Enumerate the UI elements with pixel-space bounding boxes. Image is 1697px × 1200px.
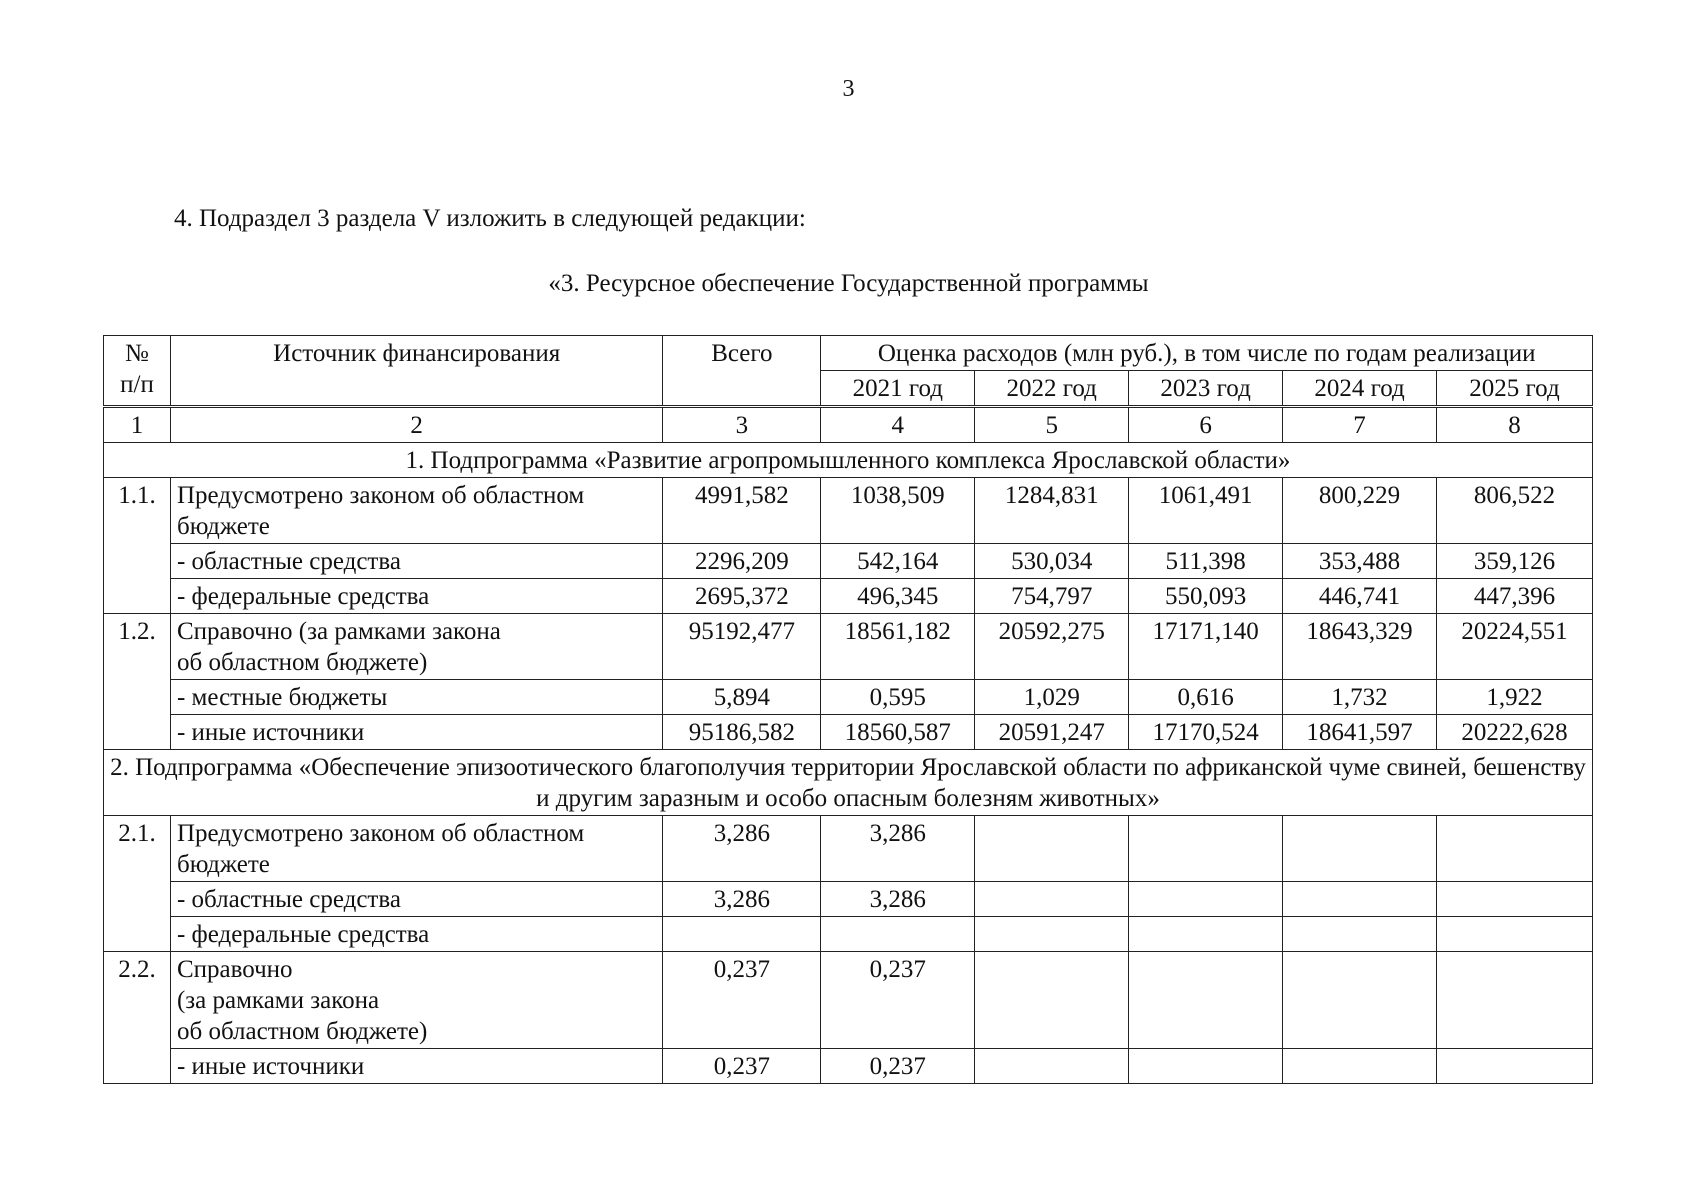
value-cell: 17171,140	[1129, 614, 1283, 680]
column-number: 5	[975, 407, 1129, 443]
funding-source: Предусмотрено законом об областном бюджете	[170, 816, 662, 882]
value-cell: 511,398	[1129, 544, 1283, 579]
value-cell: 17170,524	[1129, 715, 1283, 750]
column-number: 6	[1129, 407, 1283, 443]
funding-source: - федеральные средства	[170, 917, 662, 952]
value-cell	[1437, 917, 1593, 952]
table-row	[104, 917, 1593, 952]
value-cell: 4991,582	[663, 478, 821, 544]
table-row	[104, 544, 1593, 579]
value-cell	[1129, 1049, 1283, 1084]
value-cell: 1,732	[1283, 680, 1437, 715]
value-cell: 800,229	[1283, 478, 1437, 544]
value-cell: 353,488	[1283, 544, 1437, 579]
table-row	[104, 816, 1593, 882]
value-cell	[1129, 917, 1283, 952]
value-cell	[975, 816, 1129, 882]
header-estimate: Оценка расходов (млн руб.), в том числе по годам реализации	[821, 336, 1593, 371]
value-cell	[1129, 882, 1283, 917]
funding-source: - областные средства	[170, 882, 662, 917]
value-cell: 0,595	[821, 680, 975, 715]
value-cell: 1038,509	[821, 478, 975, 544]
value-cell	[663, 917, 821, 952]
value-cell	[1437, 816, 1593, 882]
column-number: 2	[170, 407, 662, 443]
subprogram-title: 1. Подпрограмма «Развитие агропромышленного комплекса Ярославской области»	[104, 443, 1593, 478]
value-cell	[1283, 1049, 1437, 1084]
header-year: 2025 год	[1437, 371, 1593, 407]
column-number: 7	[1283, 407, 1437, 443]
item-number: 2.1.	[104, 816, 171, 952]
header-num: № п/п	[104, 336, 171, 407]
subprogram-row	[104, 443, 1593, 478]
value-cell: 20592,275	[975, 614, 1129, 680]
value-cell	[1437, 1049, 1593, 1084]
value-cell: 447,396	[1437, 579, 1593, 614]
funding-source: Справочно (за рамками закона об областном бюджете)	[170, 614, 662, 680]
item-number: 1.1.	[104, 478, 171, 614]
funding-source: - областные средства	[170, 544, 662, 579]
value-cell: 542,164	[821, 544, 975, 579]
value-cell	[975, 952, 1129, 1049]
value-cell: 3,286	[663, 816, 821, 882]
header-source: Источник финансирования	[170, 336, 662, 407]
value-cell: 95186,582	[663, 715, 821, 750]
header-year: 2021 год	[821, 371, 975, 407]
value-cell: 446,741	[1283, 579, 1437, 614]
value-cell: 496,345	[821, 579, 975, 614]
header-total: Всего	[663, 336, 821, 407]
value-cell	[975, 882, 1129, 917]
value-cell: 95192,477	[663, 614, 821, 680]
header-year: 2022 год	[975, 371, 1129, 407]
value-cell: 0,237	[663, 952, 821, 1049]
value-cell: 1,029	[975, 680, 1129, 715]
table-row	[104, 614, 1593, 680]
header-year: 2023 год	[1129, 371, 1283, 407]
funding-source: - иные источники	[170, 1049, 662, 1084]
value-cell: 0,237	[663, 1049, 821, 1084]
column-numbers-row	[104, 407, 1593, 443]
page-number: 3	[842, 76, 855, 102]
value-cell: 20222,628	[1437, 715, 1593, 750]
value-cell	[975, 1049, 1129, 1084]
funding-source: - местные бюджеты	[170, 680, 662, 715]
value-cell	[1129, 952, 1283, 1049]
table-row	[104, 680, 1593, 715]
value-cell: 550,093	[1129, 579, 1283, 614]
value-cell: 3,286	[663, 882, 821, 917]
column-number: 3	[663, 407, 821, 443]
value-cell: 0,237	[821, 952, 975, 1049]
value-cell: 1,922	[1437, 680, 1593, 715]
table-row	[104, 715, 1593, 750]
intro-paragraph: 4. Подраздел 3 раздела V изложить в следующей редакции:	[174, 205, 806, 232]
value-cell	[1283, 952, 1437, 1049]
resource-table	[103, 335, 1593, 1084]
value-cell	[1283, 917, 1437, 952]
value-cell: 18560,587	[821, 715, 975, 750]
value-cell: 530,034	[975, 544, 1129, 579]
table-row	[104, 579, 1593, 614]
value-cell	[821, 917, 975, 952]
value-cell	[1437, 882, 1593, 917]
value-cell: 359,126	[1437, 544, 1593, 579]
value-cell: 20224,551	[1437, 614, 1593, 680]
value-cell: 18641,597	[1283, 715, 1437, 750]
value-cell	[1437, 952, 1593, 1049]
value-cell	[1283, 816, 1437, 882]
table-row	[104, 1049, 1593, 1084]
subprogram-row	[104, 750, 1593, 816]
value-cell	[1283, 882, 1437, 917]
column-number: 1	[104, 407, 171, 443]
header-year: 2024 год	[1283, 371, 1437, 407]
column-number: 8	[1437, 407, 1593, 443]
value-cell: 0,616	[1129, 680, 1283, 715]
value-cell	[1129, 816, 1283, 882]
value-cell: 754,797	[975, 579, 1129, 614]
item-number: 1.2.	[104, 614, 171, 750]
value-cell: 5,894	[663, 680, 821, 715]
subprogram-title: 2. Подпрограмма «Обеспечение эпизоотического благополучия территории Ярославской области по африканской чуме свиней, бешенству и другим заразным и особо опасным болезням животных»	[104, 750, 1593, 816]
value-cell: 2296,209	[663, 544, 821, 579]
value-cell	[975, 917, 1129, 952]
value-cell: 1061,491	[1129, 478, 1283, 544]
value-cell: 806,522	[1437, 478, 1593, 544]
section-title: «3. Ресурсное обеспечение Государственной программы	[548, 270, 1149, 297]
funding-source: Справочно (за рамками закона об областном бюджете)	[170, 952, 662, 1049]
column-number: 4	[821, 407, 975, 443]
value-cell: 2695,372	[663, 579, 821, 614]
value-cell: 20591,247	[975, 715, 1129, 750]
table-row	[104, 882, 1593, 917]
item-number: 2.2.	[104, 952, 171, 1084]
funding-source: - иные источники	[170, 715, 662, 750]
table-row	[104, 952, 1593, 1049]
table-row	[104, 478, 1593, 544]
value-cell: 0,237	[821, 1049, 975, 1084]
value-cell: 3,286	[821, 816, 975, 882]
funding-source: Предусмотрено законом об областном бюджете	[170, 478, 662, 544]
value-cell: 18643,329	[1283, 614, 1437, 680]
value-cell: 1284,831	[975, 478, 1129, 544]
funding-source: - федеральные средства	[170, 579, 662, 614]
value-cell: 18561,182	[821, 614, 975, 680]
value-cell: 3,286	[821, 882, 975, 917]
header-row	[104, 336, 1593, 371]
